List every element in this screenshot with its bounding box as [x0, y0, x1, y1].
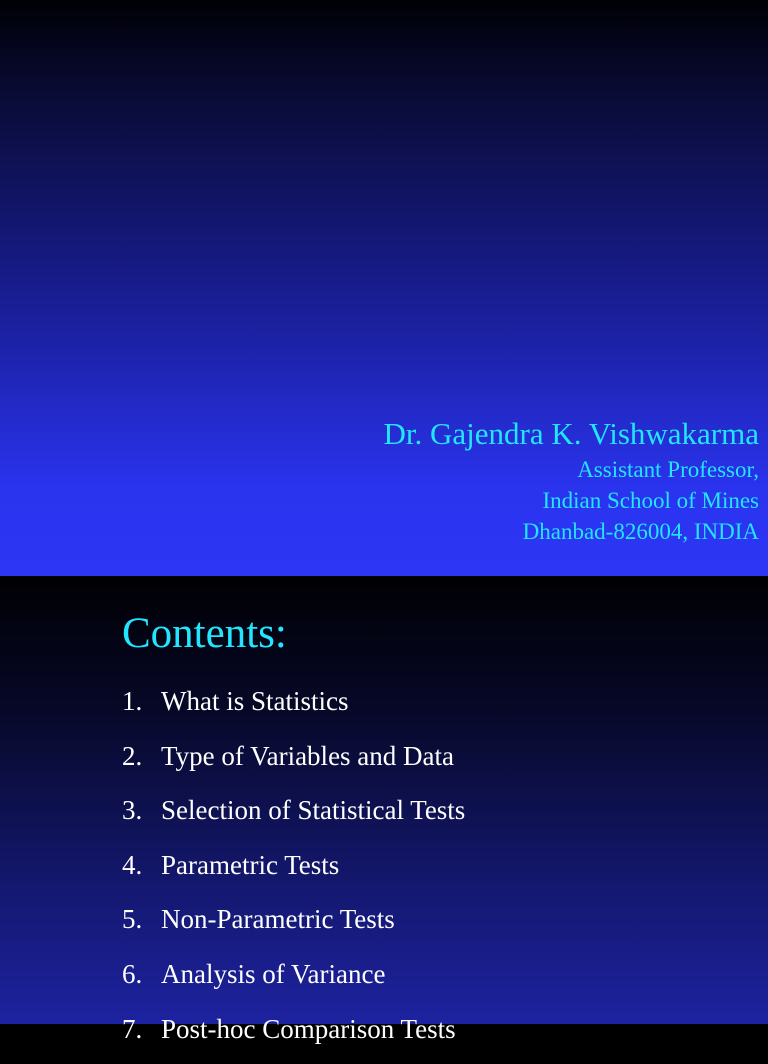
list-item-number: 1.	[122, 686, 143, 716]
list-item	[122, 846, 465, 884]
contents-list	[122, 682, 465, 1064]
list-item	[122, 1010, 465, 1048]
list-item	[122, 682, 465, 720]
list-item-number: 7.	[122, 1013, 143, 1044]
author-address: Dhanbad-826004, INDIA	[522, 519, 759, 544]
author-position: Assistant Professor,	[577, 457, 759, 482]
list-item-label: Non-Parametric Tests	[161, 904, 395, 935]
list-item-number: 5.	[122, 904, 143, 935]
list-item-number: 4.	[122, 849, 143, 880]
list-item	[122, 900, 465, 938]
list-item-number: 6.	[122, 958, 143, 989]
list-item-label: Type of Variables and Data	[161, 740, 455, 771]
author-institution: Indian School of Mines	[542, 488, 759, 513]
list-item	[122, 737, 465, 775]
list-item-number: 3.	[122, 795, 143, 826]
contents-title: Contents:	[122, 610, 287, 657]
list-item-number: 2.	[122, 740, 143, 771]
author-name: Dr. Gajendra K. Vishwakarma	[383, 416, 759, 451]
list-item-label: Analysis of Variance	[161, 958, 386, 989]
list-item-label: What is Statistics	[161, 686, 349, 716]
list-item-label: Post-hoc Comparison Tests	[161, 1013, 456, 1044]
list-item	[122, 955, 465, 993]
list-item-label: Selection of Statistical Tests	[161, 795, 466, 826]
list-item	[122, 791, 465, 829]
author-block	[384, 414, 759, 547]
list-item-label: Parametric Tests	[161, 849, 340, 880]
